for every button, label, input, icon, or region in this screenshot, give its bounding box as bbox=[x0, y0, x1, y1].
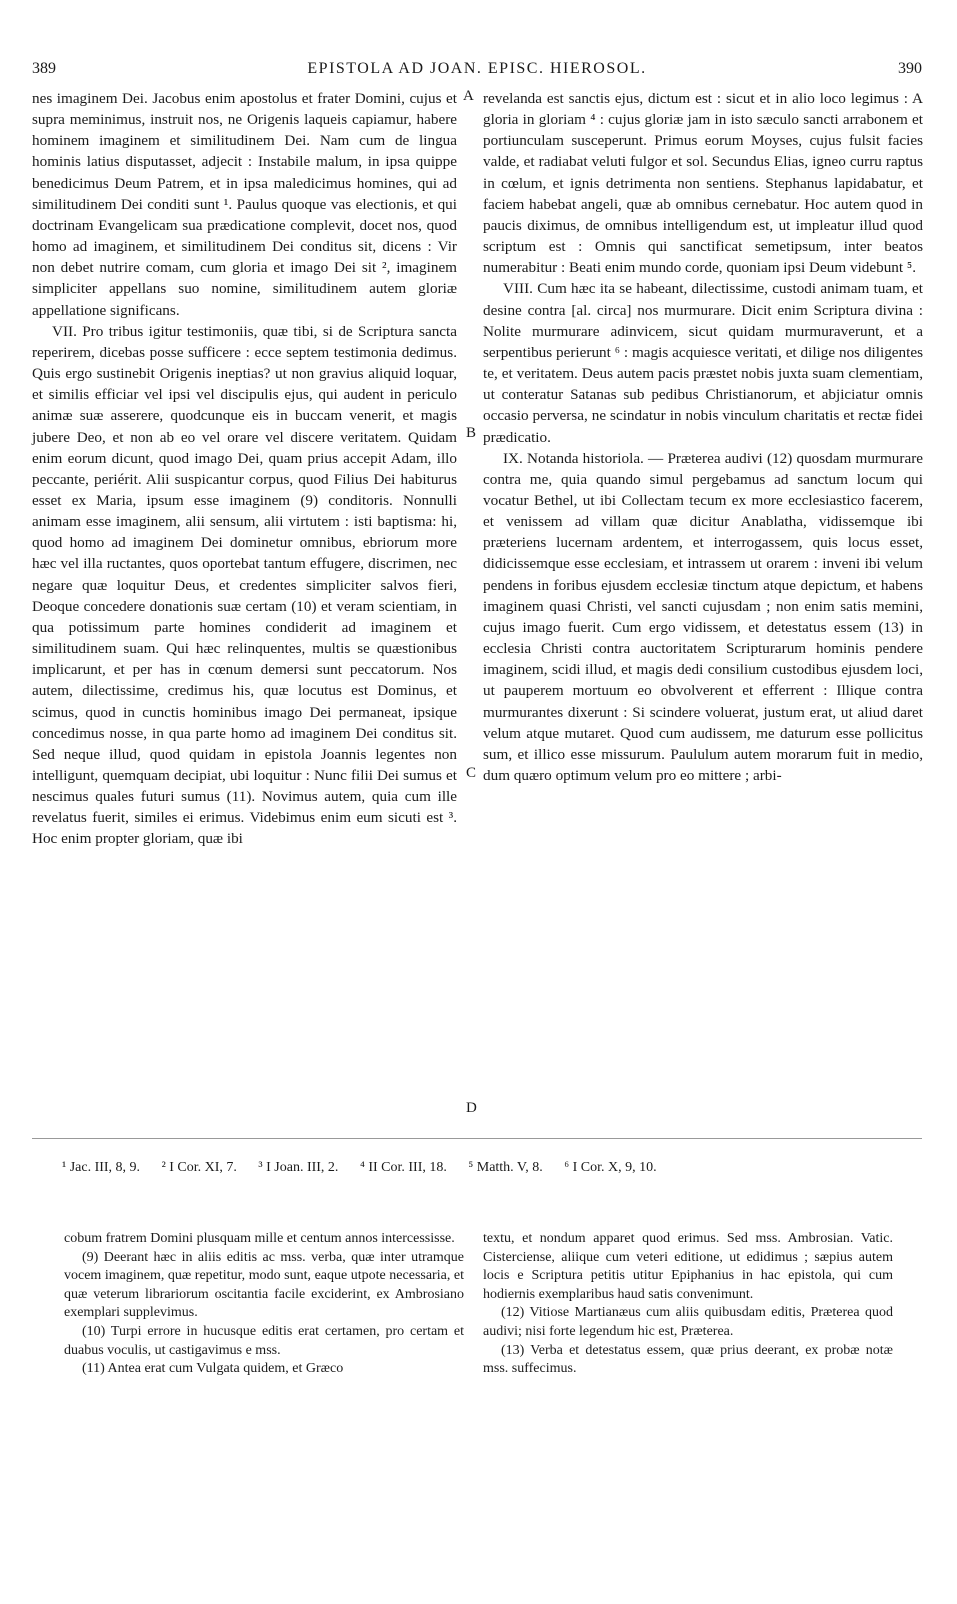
footnote-ref-2: ² I Cor. XI, 7. bbox=[161, 1160, 237, 1175]
note-continuation: cobum fratrem Domini plusquam mille et centum annos intercessisse. bbox=[64, 1231, 455, 1246]
note-9: (9) Deerant hæc in aliis editis ac mss. verba, quæ inter utramque vocem imaginem, quæ repetitur, modo sunt, eaque utpote necessaria, et quæ veterum librariorum oscitantia facile exciderint, ex Ambrosiano exemplari supplevimus. bbox=[64, 1249, 464, 1321]
note-12: (12) Vitiose Martianæus cum aliis quibusdam editis, Præterea quod audivi; nisi forte legendum hic est, Præterea. bbox=[483, 1305, 893, 1339]
left-column bbox=[32, 88, 457, 850]
footnote-ref-5: ⁵ Matth. V, 8. bbox=[468, 1160, 543, 1175]
column-marker-d: D bbox=[466, 1100, 477, 1116]
right-paragraph-3-section-ix: IX. Notanda historiola. — Præterea audivi (12) quosdam murmurare contra me, quia quando simul pergebamus ad sanctum locum qui vocatur Bethel, ut ibi Collectam tecum ex more ecclesiastico facerem, et venissem ad villam quæ dicitur Anablatha, vidissemque ibi præteriens lucernam ardentem, et interrogassem, quis locus esset, didicissemque esse ecclesiam, et intrassem ut orarem : inveni ibi velum pendens in foribus ejusdem ecclesiæ tinctum atque depictum, et habens imaginem quasi Christi, vel sancti cujusdam ; non enim satis memini, cujus imago fuerit. Cum ergo vidissem, et detestatus essem (13) in ecclesia Christi contra auctoritatem Scripturarum hominis pendere imaginem, scidi illud, et magis dedi consilium custodibus ejusdem loci, ut pauperem mortuum eo obvolverent et efferrent : Illique contra murmurantes dixerunt : Si scindere voluerat, justum erat, ut aliud daret velum atque mutaret. Quod cum audissem, me daturum esse pollicitus sum, et illico esse missurum. Paululum autem morarum fuit in medio, dum quæro optimum velum pro eo mittere ; arbi- bbox=[483, 449, 923, 784]
right-column bbox=[483, 88, 923, 786]
editorial-notes-right bbox=[483, 1230, 893, 1379]
page-number-left: 389 bbox=[32, 60, 56, 77]
footnote-divider bbox=[32, 1138, 922, 1139]
page-number-right: 390 bbox=[898, 60, 922, 77]
left-paragraph-1: nes imaginem Dei. Jacobus enim apostolus et frater Domini, cujus et supra meminimus, instruit nos, ne Origenis laqueis capiamur, habere hominem imaginem et similitudinem Dei. Nam cum de lingua hominis latius disputasset, adjecit : Instabile malum, in ipsa quippe benedicimus Deum Patrem, et in ipsa maledicimus homines, qui ad similitudinem Dei conditi sunt ¹. Paulus quoque vas electionis, et qui doctrinam Evangelicam sua prædicatione complevit, docet nos, quod homo ad imaginem, et similitudinem Dei conditus sit, dicens : Vir non debet nutrire comam, cum gloria et imago Dei sit ², imaginem simpliciter appellans suo nomine, similitudinem autem gloriæ appellatione significans. bbox=[32, 90, 457, 319]
note-10: (10) Turpi errore in hucusque editis erat certamen, pro certam et duabus voculis, ut castigavimus e mss. bbox=[64, 1323, 464, 1358]
footnote-ref-4: ⁴ II Cor. III, 18. bbox=[359, 1160, 447, 1175]
footnote-ref-1: ¹ Jac. III, 8, 9. bbox=[62, 1160, 141, 1175]
column-marker-a: A bbox=[463, 88, 474, 104]
scripture-footnotes bbox=[62, 1158, 912, 1178]
running-title: EPISTOLA AD JOAN. EPISC. HIEROSOL. bbox=[307, 60, 647, 77]
right-paragraph-2-section-viii: VIII. Cum hæc ita se habeant, dilectissime, custodi animam tuam, et desine contra [al. circa] nos murmurare. Dicit enim Scriptura divina : Nolite murmurare adinvicem, sicut quidam murmuraverunt, et a serpentibus perierunt ⁶ : magis acquiesce veritati, et dilige nos diligentes te, et veritatem. Deus autem pacis præstet nobis juxta suam clementiam, ut conteratur Satanas sub pedibus Christianorum, et abjiciatur omnis occasio perversa, ne scindatur in nobis vinculum charitatis et rectæ fidei prædicatio. bbox=[483, 280, 923, 446]
footnote-ref-6: ⁶ I Cor. X, 9, 10. bbox=[564, 1160, 657, 1175]
left-paragraph-2-section-vii: VII. Pro tribus igitur testimoniis, quæ tibi, si de Scriptura sancta reperirem, dicebas posse sufficere : ecce septem testimonia dedimus. Quis ergo sustinebit Origenis ineptias? ut non gravius aliquid loquar, et similis efficiar vel ipsi vel discipulis ejus, qui audent in periculo animæ suæ asserere, quodcunque eis in buccam venerit, et magis jubere Deo, et non ab eo vel orare vel discere veritatem. Quidam enim eorum dicunt, quod imago Dei, quam prius accepit Adam, illo peccante, periérit. Alii suspicantur corpus, quod Filius Dei habiturus esset ex Maria, ipsum esse imaginem (9) conditoris. Nonnulli animam esse imaginem, alii sensum, alii virtutem : isti baptisma: hi, quod homo ad imaginem Dei dominetur omnibus, ebriorum more hæc vel illa ructantes, quos oportebat tantum effugere, discrimen, nec negare quæ loquitur Deus, et credentes simpliciter salvos fieri, Deoque concedere donationis suæ certam (10) et veram scientiam, in qua potissimum parte homines condiderit ad imaginem et similitudinem suam. Qui hæc relinquentes, multis se quæstionibus implicarunt, et per has in cœnum demersi sunt peccatorum. Nos autem, dilectissime, credimus his, quæ locutus est Dominus, et scimus, quod in cunctis hominibus imago Dei permaneat, ipsique concedimus nosse, in qua parte homo ad imaginem Dei conditus sit. Sed neque illud, quod quidam in epistola Joannis legentes non intelligunt, quemquam decipiat, ubi loquitur : Nunc filii Dei sumus et nescimus quales futuri sumus (11). Novimus autem, quia cum ille revelatus fuerit, similes ei erimus. Videbimus enim eum sicuti est ³. Hoc enim propter gloriam, quæ ibi bbox=[32, 322, 457, 848]
note-13: (13) Verba et detestatus essem, quæ prius deerant, ex probæ notæ mss. suffecimus. bbox=[483, 1342, 893, 1377]
footnote-ref-3: ³ I Joan. III, 2. bbox=[258, 1160, 339, 1175]
note-11: (11) Antea erat cum Vulgata quidem, et Græco bbox=[82, 1361, 344, 1377]
editorial-notes-left bbox=[64, 1230, 464, 1379]
running-header bbox=[32, 60, 922, 84]
column-marker-b: B bbox=[466, 425, 477, 441]
note-11-continuation: textu, et nondum apparet quod erimus. Sed mss. Ambrosian. Vatic. Cisterciense, aliique cum veteri editione, ut edidimus ; sæpius autem locis e Scriptura petitis utitur Epiphanius in hac epistola, qui cum hodiernis exemplaribus haud satis convenimunt. bbox=[483, 1231, 893, 1302]
column-marker-c: C bbox=[466, 765, 477, 781]
right-paragraph-1: revelanda est sanctis ejus, dictum est : sicut et in alio loco legimus : A gloria in gloriam ⁴ : cujus gloriæ jam in isto sæculo sancti arrabonem et portiunculam susceperunt. Primus eorum Moyses, cujus fulsit facies valde, et radiabat veluti fulgor et sol. Secundus Elias, igneo curru raptus in cœlum, et ignis detrimenta non sentiens. Stephanus lapidabatur, et faciem habebat angeli, quæ ab omnibus cernebatur. Hoc autem quod in paucis diximus, de omnibus intelligendum est, ut impleatur illud quod scriptum est : Omnis qui sanctificat semetipsum, inter beatos numerabitur : Beati enim mundo corde, quoniam ipsi Deum videbunt ⁵. bbox=[483, 90, 923, 277]
